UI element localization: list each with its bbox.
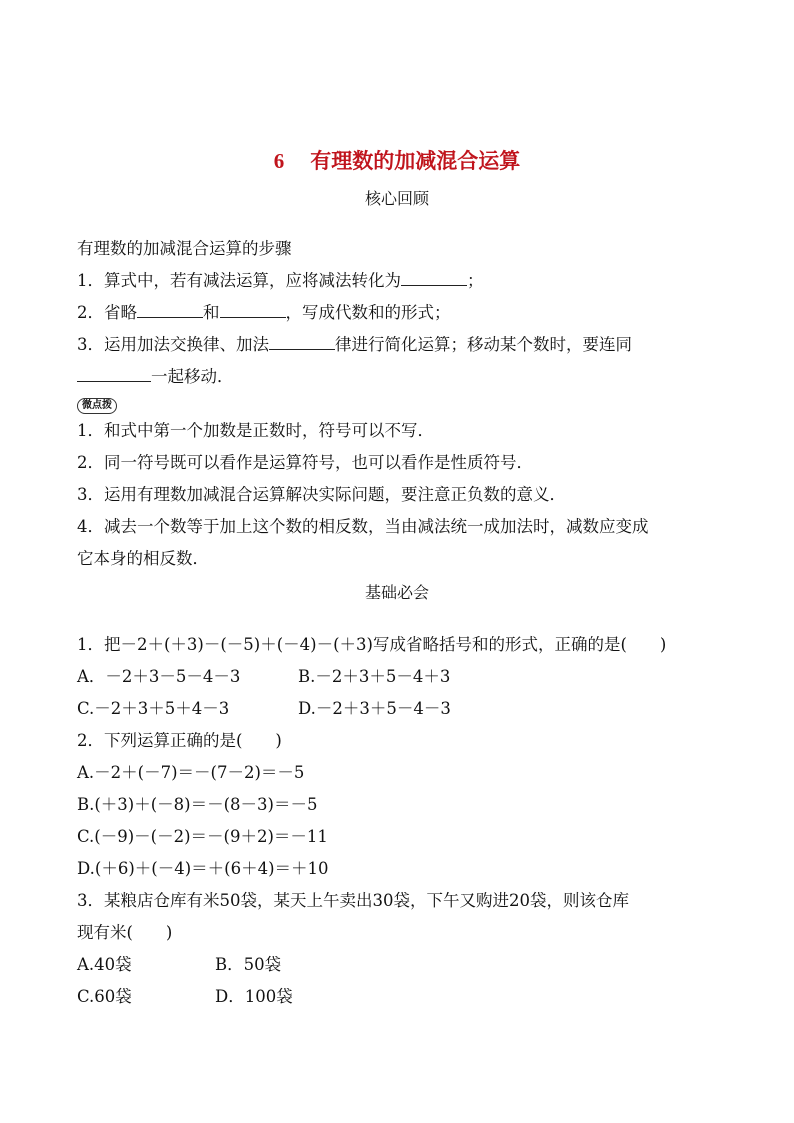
question-3-option-d[interactable]: D．100袋 (215, 987, 293, 1006)
question-3-stem-cont: 现有米( ) (77, 923, 173, 942)
question-1-stem: 1．把－2＋(＋3)－(－5)＋(－4)－(＋3)写成省略括号和的形式，正确的是( ) (77, 635, 667, 654)
review-step-2: 2．省略 和 ，写成代数和的形式； (77, 303, 451, 322)
question-2-stem: 2．下列运算正确的是( ) (77, 731, 282, 750)
fill-blank-4[interactable] (269, 335, 335, 350)
question-1-option-c[interactable]: C.－2＋3＋5＋4－3 (77, 699, 230, 718)
review-heading: 核心回顾 (364, 189, 429, 208)
question-2-option-c[interactable]: C.(－9)－(－2)＝－(9＋2)＝－11 (77, 827, 328, 846)
question-2-option-a[interactable]: A.－2＋(－7)＝－(7－2)＝－5 (77, 763, 305, 782)
fill-blank-5[interactable] (77, 367, 151, 382)
review-step-1: 1．算式中，若有减法运算，应将减法转化为 ； (77, 271, 484, 290)
tip-item: 2．同一符号既可以看作是运算符号，也可以看作是性质符号． (77, 453, 533, 472)
basics-heading: 基础必会 (364, 583, 429, 602)
page-title (0, 145, 794, 175)
question-1-option-d[interactable]: D.－2＋3＋5－4－3 (298, 699, 451, 718)
tip-item: 4．减去一个数等于加上这个数的相反数，当由减法统一成加法时，减数应变成 (77, 517, 649, 536)
review-step-3: 3．运用加法交换律、加法 律进行简化运算；移动某个数时，要连同 (77, 335, 632, 354)
fill-blank-1[interactable] (401, 271, 467, 286)
review-intro: 有理数的加减混合运算的步骤 (77, 239, 292, 258)
tip-item: 3．运用有理数加减混合运算解决实际问题，要注意正负数的意义． (77, 485, 566, 504)
fill-blank-3[interactable] (220, 303, 286, 318)
tips-badge: 微点拨 (77, 398, 117, 414)
section-number: 6 (273, 149, 285, 173)
fill-blank-2[interactable] (137, 303, 203, 318)
review-step-3-cont: 一起移动． (77, 366, 234, 388)
question-3-option-b[interactable]: B．50袋 (215, 955, 282, 974)
question-3-option-a[interactable]: A.40袋 (77, 955, 132, 974)
question-2-option-d[interactable]: D.(＋6)＋(－4)＝＋(6＋4)＝＋10 (77, 859, 329, 878)
question-1-option-b[interactable]: B.－2＋3＋5－4＋3 (298, 667, 451, 686)
question-3-option-c[interactable]: C.60袋 (77, 987, 132, 1006)
section-title: 有理数的加减混合运算 (310, 149, 521, 173)
question-2-option-b[interactable]: B.(＋3)＋(－8)＝－(8－3)＝－5 (77, 795, 318, 814)
tip-item: 它本身的相反数． (77, 549, 209, 568)
tip-item: 1．和式中第一个加数是正数时，符号可以不写． (77, 421, 434, 440)
question-1-option-a[interactable]: A．－2＋3－5－4－3 (77, 667, 241, 686)
question-3-stem: 3．某粮店仓库有米50袋，某天上午卖出30袋，下午又购进20袋，则该仓库 (77, 891, 629, 910)
